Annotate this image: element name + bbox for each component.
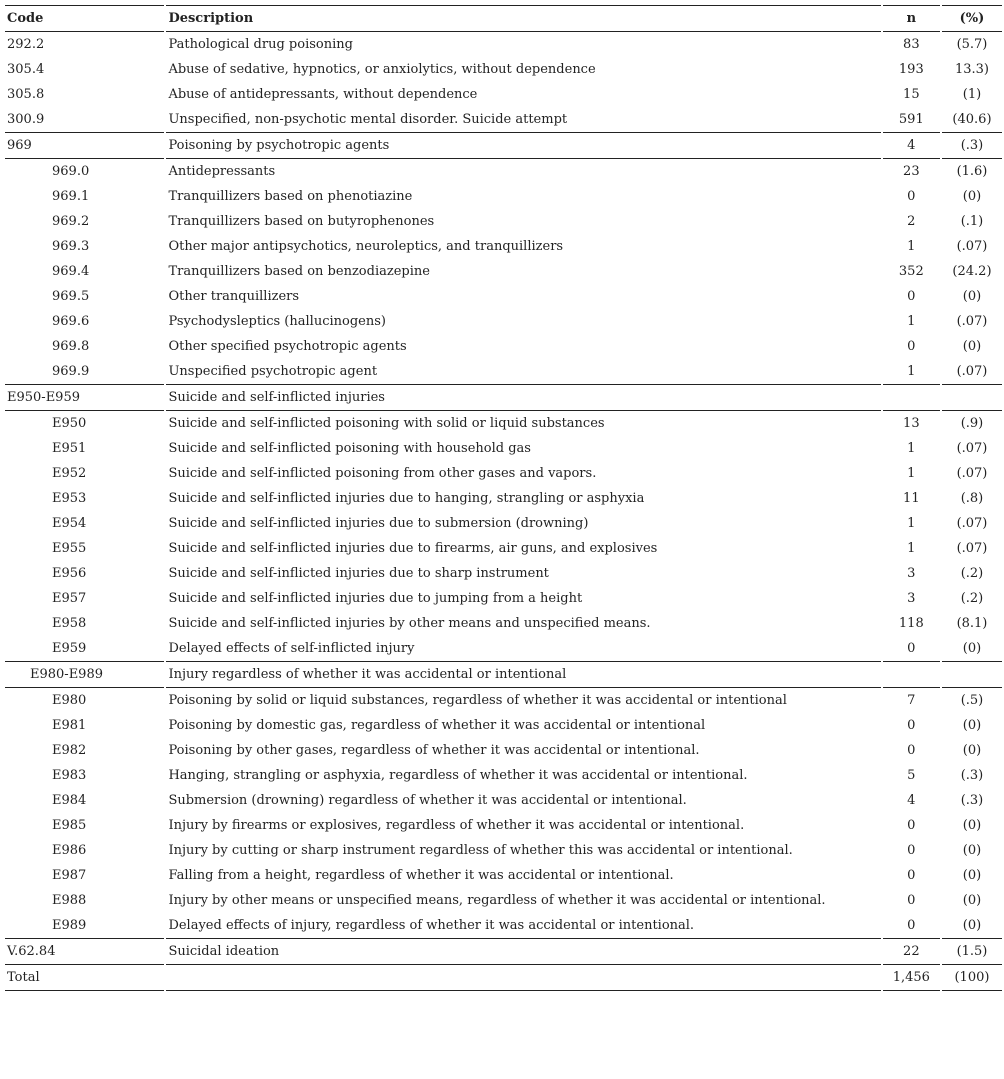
- cell-code: E980: [52, 693, 87, 708]
- cell-n: 1: [907, 239, 916, 254]
- cell-code: E958: [52, 616, 87, 631]
- cell-n: 118: [898, 616, 924, 631]
- cell-n: [883, 662, 940, 688]
- cell-percent: (0): [962, 339, 982, 354]
- cell-n: 0: [907, 818, 916, 833]
- cell-percent: [942, 385, 1002, 411]
- cell-description: Other specified psychotropic agents: [168, 339, 407, 354]
- cell-n: 1: [907, 466, 916, 481]
- cell-description: Tranquillizers based on benzodiazepine: [168, 264, 430, 279]
- table-row: [5, 863, 1002, 888]
- table-row: [5, 738, 1002, 763]
- cell-percent: (100): [942, 965, 1002, 991]
- cell-code: E987: [52, 868, 87, 883]
- cell-description: Suicide and self-inflicted injuries due to firearms, air guns, and explosives: [168, 541, 658, 556]
- cell-description: Poisoning by psychotropic agents: [166, 133, 880, 159]
- table-row: [5, 334, 1002, 359]
- table-row: [5, 888, 1002, 913]
- table-header-row: [5, 5, 1002, 32]
- cell-description: Abuse of antidepressants, without dependence: [168, 87, 478, 102]
- table-row: [5, 688, 1002, 713]
- cell-code: 969.5: [52, 289, 90, 304]
- cell-code: E982: [52, 743, 87, 758]
- cell-description: Delayed effects of injury, regardless of whether it was accidental or intentional.: [166, 913, 880, 939]
- cell-percent: (.07): [956, 516, 988, 531]
- cell-n: 1,456: [883, 965, 940, 991]
- cell-n: 0: [907, 893, 916, 908]
- cell-percent: (24.2): [952, 264, 992, 279]
- cell-description: Antidepressants: [168, 164, 276, 179]
- cell-code: E956: [52, 566, 87, 581]
- cell-description: Falling from a height, regardless of whether it was accidental or intentional.: [168, 868, 674, 883]
- table-row: [5, 411, 1002, 436]
- cell-percent: 13.3): [954, 62, 989, 77]
- table-row: [5, 461, 1002, 486]
- cell-description: Tranquillizers based on butyrophenones: [168, 214, 435, 229]
- cell-description: [166, 965, 880, 991]
- cell-percent: (40.6): [942, 107, 1002, 133]
- cell-code: 969.8: [52, 339, 90, 354]
- cell-description: Poisoning by other gases, regardless of whether it was accidental or intentional.: [168, 743, 700, 758]
- cell-code: E951: [52, 441, 87, 456]
- cell-code: E955: [52, 541, 87, 556]
- table-row: [5, 763, 1002, 788]
- cell-n: 1: [883, 359, 940, 385]
- cell-code: E981: [52, 718, 87, 733]
- cell-code: E952: [52, 466, 87, 481]
- header-code: Code: [5, 5, 164, 32]
- cell-percent: (5.7): [956, 37, 988, 52]
- cell-n: 5: [907, 768, 916, 783]
- table-row: [5, 436, 1002, 461]
- cell-description: Suicide and self-inflicted poisoning with household gas: [168, 441, 531, 456]
- cell-code: 969.0: [52, 164, 90, 179]
- cell-percent: (0): [962, 718, 982, 733]
- cell-percent: (.9): [960, 416, 984, 431]
- cell-n: 23: [903, 164, 920, 179]
- cell-description: Unspecified, non-psychotic mental disorder. Suicide attempt: [166, 107, 880, 133]
- cell-n: 0: [907, 843, 916, 858]
- cell-code: 969.4: [52, 264, 90, 279]
- cell-description: Unspecified psychotropic agent: [166, 359, 880, 385]
- header-percent: (%): [942, 5, 1002, 32]
- table-row: [5, 284, 1002, 309]
- cell-code: E986: [52, 843, 87, 858]
- cell-code: E953: [52, 491, 87, 506]
- cell-n: 1: [907, 541, 916, 556]
- cell-n: 0: [907, 868, 916, 883]
- cell-code: 305.4: [7, 62, 45, 77]
- cell-n: 3: [907, 566, 916, 581]
- cell-percent: (.07): [942, 359, 1002, 385]
- cell-code: E983: [52, 768, 87, 783]
- cell-code: 969.6: [52, 314, 90, 329]
- cell-code: 300.9: [5, 107, 164, 133]
- cell-percent: (.2): [960, 591, 984, 606]
- cell-percent: (0): [962, 289, 982, 304]
- cell-code: E954: [52, 516, 87, 531]
- table-row: [5, 57, 1002, 82]
- cell-percent: (0): [962, 843, 982, 858]
- cell-description: Delayed effects of self-inflicted injury: [166, 636, 880, 662]
- cell-n: 352: [898, 264, 924, 279]
- cell-n: 22: [883, 939, 940, 965]
- table-row: [5, 838, 1002, 863]
- table-row: [5, 662, 1002, 688]
- cell-percent: (0): [942, 636, 1002, 662]
- table-row: [5, 32, 1002, 57]
- table-row: [5, 788, 1002, 813]
- cell-n: 7: [907, 693, 916, 708]
- cell-percent: (.2): [960, 566, 984, 581]
- table-row: [5, 309, 1002, 334]
- cell-percent: (0): [962, 868, 982, 883]
- table-row: [5, 586, 1002, 611]
- cell-percent: (.07): [956, 466, 988, 481]
- header-description: Description: [166, 5, 880, 32]
- cell-n: 0: [907, 718, 916, 733]
- cell-description: Injury by cutting or sharp instrument regardless of whether this was accidental or intentional.: [168, 843, 793, 858]
- cell-description: Suicide and self-inflicted injuries due to submersion (drowning): [168, 516, 589, 531]
- table-row: [5, 965, 1002, 991]
- cell-description: Submersion (drowning) regardless of whether it was accidental or intentional.: [168, 793, 687, 808]
- cell-code: 305.8: [7, 87, 45, 102]
- cell-code: E984: [52, 793, 87, 808]
- cell-percent: (.07): [956, 314, 988, 329]
- cell-code: E988: [52, 893, 87, 908]
- cell-description: Pathological drug poisoning: [168, 37, 353, 52]
- table-row: [5, 259, 1002, 284]
- table-row: [5, 159, 1002, 184]
- cell-n: 0: [883, 913, 940, 939]
- table-row: [5, 713, 1002, 738]
- cell-code: E980-E989: [5, 662, 164, 688]
- cell-percent: (.5): [960, 693, 984, 708]
- cell-description: Abuse of sedative, hypnotics, or anxiolytics, without dependence: [168, 62, 596, 77]
- table-row: [5, 359, 1002, 385]
- cell-description: Suicide and self-inflicted injuries: [166, 385, 880, 411]
- cell-description: Poisoning by domestic gas, regardless of whether it was accidental or intentional: [168, 718, 706, 733]
- cell-percent: (.8): [960, 491, 984, 506]
- cell-percent: (.07): [956, 239, 988, 254]
- cell-percent: [942, 662, 1002, 688]
- cell-description: Psychodysleptics (hallucinogens): [168, 314, 386, 329]
- cell-n: 4: [907, 793, 916, 808]
- table-row: [5, 561, 1002, 586]
- table-row: [5, 611, 1002, 636]
- cell-n: 1: [907, 314, 916, 329]
- cell-percent: (0): [962, 893, 982, 908]
- cell-n: 1: [907, 441, 916, 456]
- table-row: [5, 913, 1002, 939]
- cell-code: E950: [52, 416, 87, 431]
- cell-n: 15: [903, 87, 920, 102]
- cell-percent: (.3): [942, 133, 1002, 159]
- cell-n: 11: [903, 491, 920, 506]
- cell-percent: (0): [962, 743, 982, 758]
- cell-n: 591: [883, 107, 940, 133]
- table-row: [5, 385, 1002, 411]
- cell-percent: (0): [942, 913, 1002, 939]
- table-body: [5, 32, 1002, 991]
- cell-n: 2: [907, 214, 916, 229]
- cell-percent: (1): [962, 87, 982, 102]
- cell-code: 969.2: [52, 214, 90, 229]
- cell-percent: (1.6): [956, 164, 988, 179]
- cell-code: E985: [52, 818, 87, 833]
- cell-code: 292.2: [7, 37, 45, 52]
- table-row: [5, 636, 1002, 662]
- cell-code: 969: [5, 133, 164, 159]
- cell-percent: (8.1): [956, 616, 988, 631]
- cell-n: 3: [907, 591, 916, 606]
- cell-n: 193: [898, 62, 924, 77]
- cell-code: 969.3: [52, 239, 90, 254]
- table-row: [5, 107, 1002, 133]
- cell-description: Injury regardless of whether it was accidental or intentional: [166, 662, 880, 688]
- table-row: [5, 486, 1002, 511]
- table-row: [5, 813, 1002, 838]
- cell-description: Suicide and self-inflicted injuries due to jumping from a height: [168, 591, 583, 606]
- cell-percent: (.1): [960, 214, 984, 229]
- cell-description: Other tranquillizers: [168, 289, 300, 304]
- cell-code: E989: [5, 913, 164, 939]
- cell-percent: (.3): [960, 793, 984, 808]
- cell-description: Suicide and self-inflicted injuries by other means and unspecified means.: [168, 616, 651, 631]
- table-row: [5, 209, 1002, 234]
- cell-description: Hanging, strangling or asphyxia, regardless of whether it was accidental or intentional.: [168, 768, 748, 783]
- cell-percent: (.3): [960, 768, 984, 783]
- cell-description: Other major antipsychotics, neuroleptics, and tranquillizers: [168, 239, 564, 254]
- cell-code: E950-E959: [5, 385, 164, 411]
- cell-description: Poisoning by solid or liquid substances, regardless of whether it was accidental or intentional: [168, 693, 787, 708]
- cell-description: Injury by firearms or explosives, regardless of whether it was accidental or intentional.: [168, 818, 745, 833]
- cell-code: E957: [52, 591, 87, 606]
- cell-code: E959: [5, 636, 164, 662]
- table-row: [5, 536, 1002, 561]
- cell-percent: (1.5): [942, 939, 1002, 965]
- table-row: [5, 82, 1002, 107]
- cell-n: 83: [903, 37, 920, 52]
- cell-n: 0: [883, 636, 940, 662]
- cell-code: V.62.84: [5, 939, 164, 965]
- cell-percent: (.07): [956, 541, 988, 556]
- cell-n: [883, 385, 940, 411]
- cell-n: 13: [903, 416, 920, 431]
- cell-n: 0: [907, 289, 916, 304]
- table-row: [5, 939, 1002, 965]
- table-row: [5, 184, 1002, 209]
- cell-description: Suicidal ideation: [166, 939, 880, 965]
- cell-description: Suicide and self-inflicted injuries due to hanging, strangling or asphyxia: [168, 491, 645, 506]
- cell-n: 1: [907, 516, 916, 531]
- icd-code-table: [3, 5, 1004, 991]
- cell-description: Tranquillizers based on phenotiazine: [168, 189, 413, 204]
- cell-description: Suicide and self-inflicted injuries due to sharp instrument: [168, 566, 549, 581]
- cell-code: 969.1: [52, 189, 90, 204]
- cell-percent: (0): [962, 818, 982, 833]
- cell-code: 969.9: [5, 359, 164, 385]
- cell-description: Suicide and self-inflicted poisoning from other gases and vapors.: [168, 466, 597, 481]
- table-row: [5, 511, 1002, 536]
- cell-n: 0: [907, 339, 916, 354]
- cell-description: Injury by other means or unspecified means, regardless of whether it was accidental or intentional.: [168, 893, 826, 908]
- cell-percent: (.07): [956, 441, 988, 456]
- cell-n: 0: [907, 189, 916, 204]
- cell-n: 0: [907, 743, 916, 758]
- cell-code: Total: [5, 965, 164, 991]
- cell-n: 4: [883, 133, 940, 159]
- header-n: n: [883, 5, 940, 32]
- table-row: [5, 234, 1002, 259]
- cell-percent: (0): [962, 189, 982, 204]
- table-row: [5, 133, 1002, 159]
- cell-description: Suicide and self-inflicted poisoning with solid or liquid substances: [168, 416, 605, 431]
